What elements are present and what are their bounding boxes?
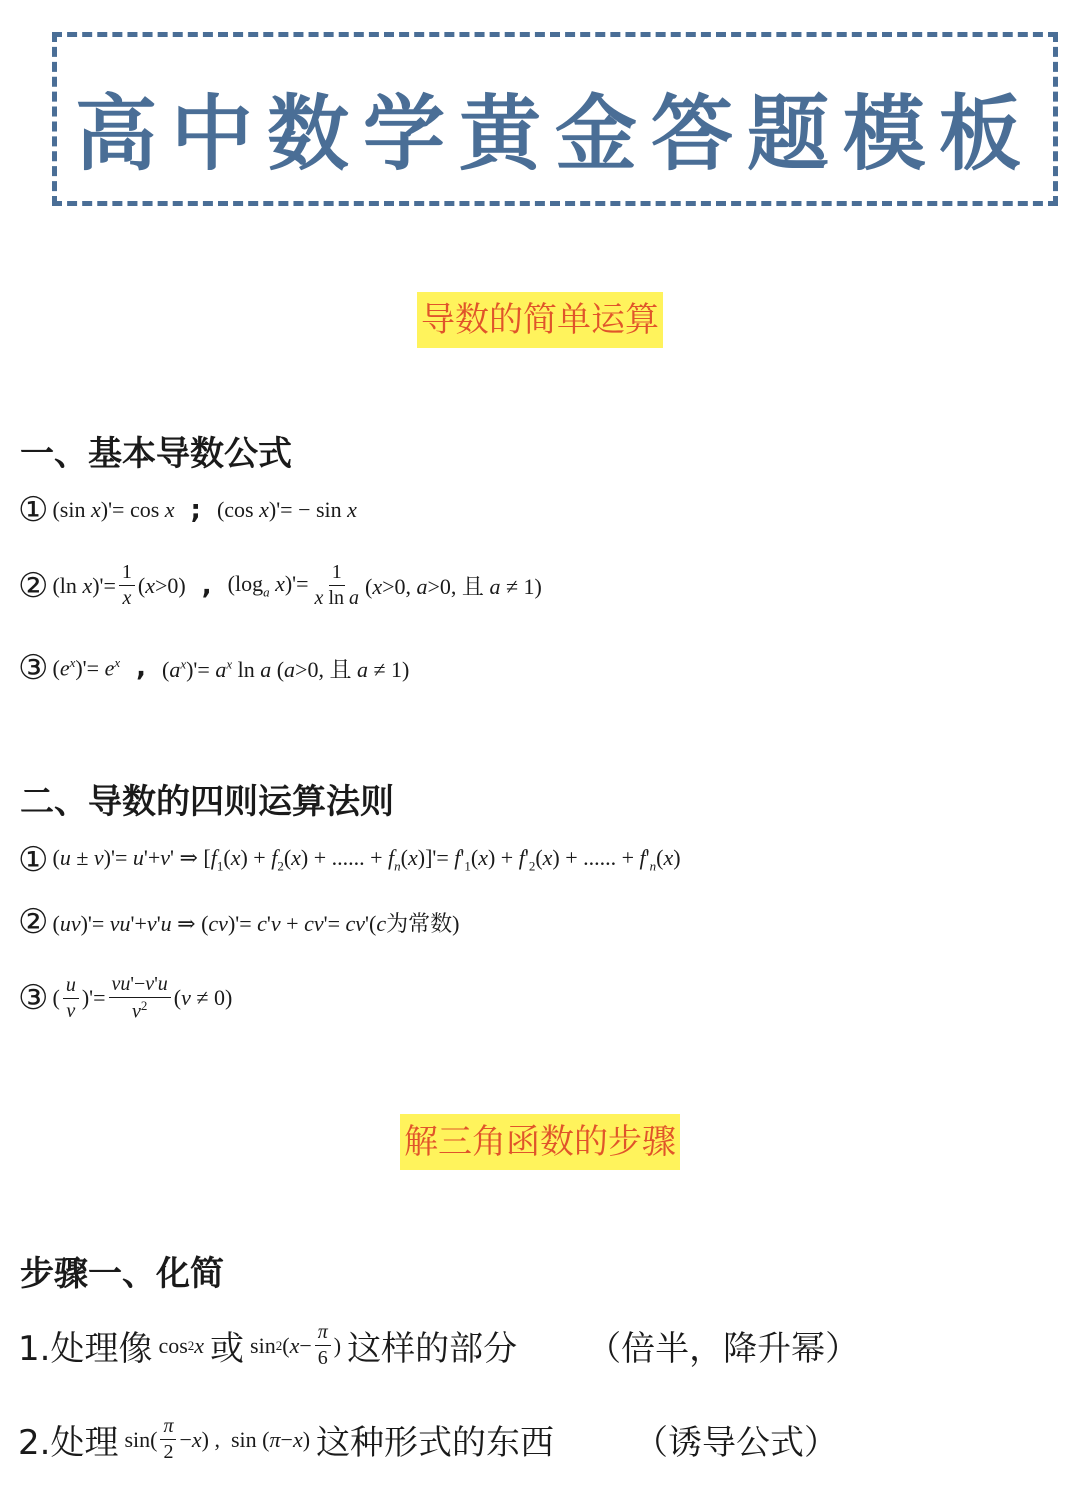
subsection-basic-formulas: 一、基本导数公式 xyxy=(20,434,292,474)
step-item-2: 2.处理 sin( $\frac{\pi}{2}$ − x ) , sin ( π − x ) 这种形式的东西 （诱导公式） xyxy=(18,1415,839,1463)
rule-row-2: ② (uv)'= vu'+v'u ⇒ (cv)'= c'v + cv'= cv'(c为常数) xyxy=(18,902,460,942)
rule-row-1: ① (u ± v)'= u'+v' ⇒ [$f_1(x) + f_2(x)$ + ...... + $f_n(x)]'= f'_1(x) + f'_2(x)$ + ...... + $f'_n(x)$ xyxy=(18,840,681,880)
step1-title: 步骤一、化简 xyxy=(20,1254,224,1294)
title-frame xyxy=(52,32,1058,206)
marker-3: ③ xyxy=(18,648,49,688)
marker-2: ② xyxy=(18,902,49,942)
section-heading-trig: 解三角函数的步骤 xyxy=(0,1114,1080,1163)
page-title: 高中数学黄金答题模板 xyxy=(74,87,1035,182)
formula-row-2: ② (ln x)'= $\frac{1}{x}$ (x>0) , ($\log_a$ x)'= $\frac{1}{\text{x ln a}}$ (x>0, a>0, 且 a ≠ 1) xyxy=(18,561,542,609)
marker-1: ① xyxy=(18,490,49,530)
subsection-arithmetic-rules: 二、导数的四则运算法则 xyxy=(20,782,394,822)
marker-3: ③ xyxy=(18,978,49,1019)
section-heading-derivative: 导数的简单运算 xyxy=(0,292,1080,341)
step-item-1: 1.处理像 cos 2 x 或 sin 2 ( x − $\frac{\pi}{6}$ ) 这样的部分 （倍半，降升幂） xyxy=(18,1321,860,1369)
marker-2: ② xyxy=(18,565,49,606)
formula-row-3: ③ $(e^x)'= e^x$ , $(a^x)'= a^x$ ln a (a>0, 且 a ≠ 1) xyxy=(18,648,410,688)
rule-row-3: ③ ( $\frac{u}{v}$ )'= $\frac{vu'-v'u}{v^2}$ (v ≠ 0) xyxy=(18,973,233,1023)
step-item-1-note: （倍半，降升幂） xyxy=(587,1329,860,1369)
step-item-2-note: （诱导公式） xyxy=(634,1423,839,1463)
formula-row-1: ① (sin x)'= cos x ; (cos x)'= − sin x xyxy=(18,490,357,530)
marker-1: ① xyxy=(18,840,49,880)
